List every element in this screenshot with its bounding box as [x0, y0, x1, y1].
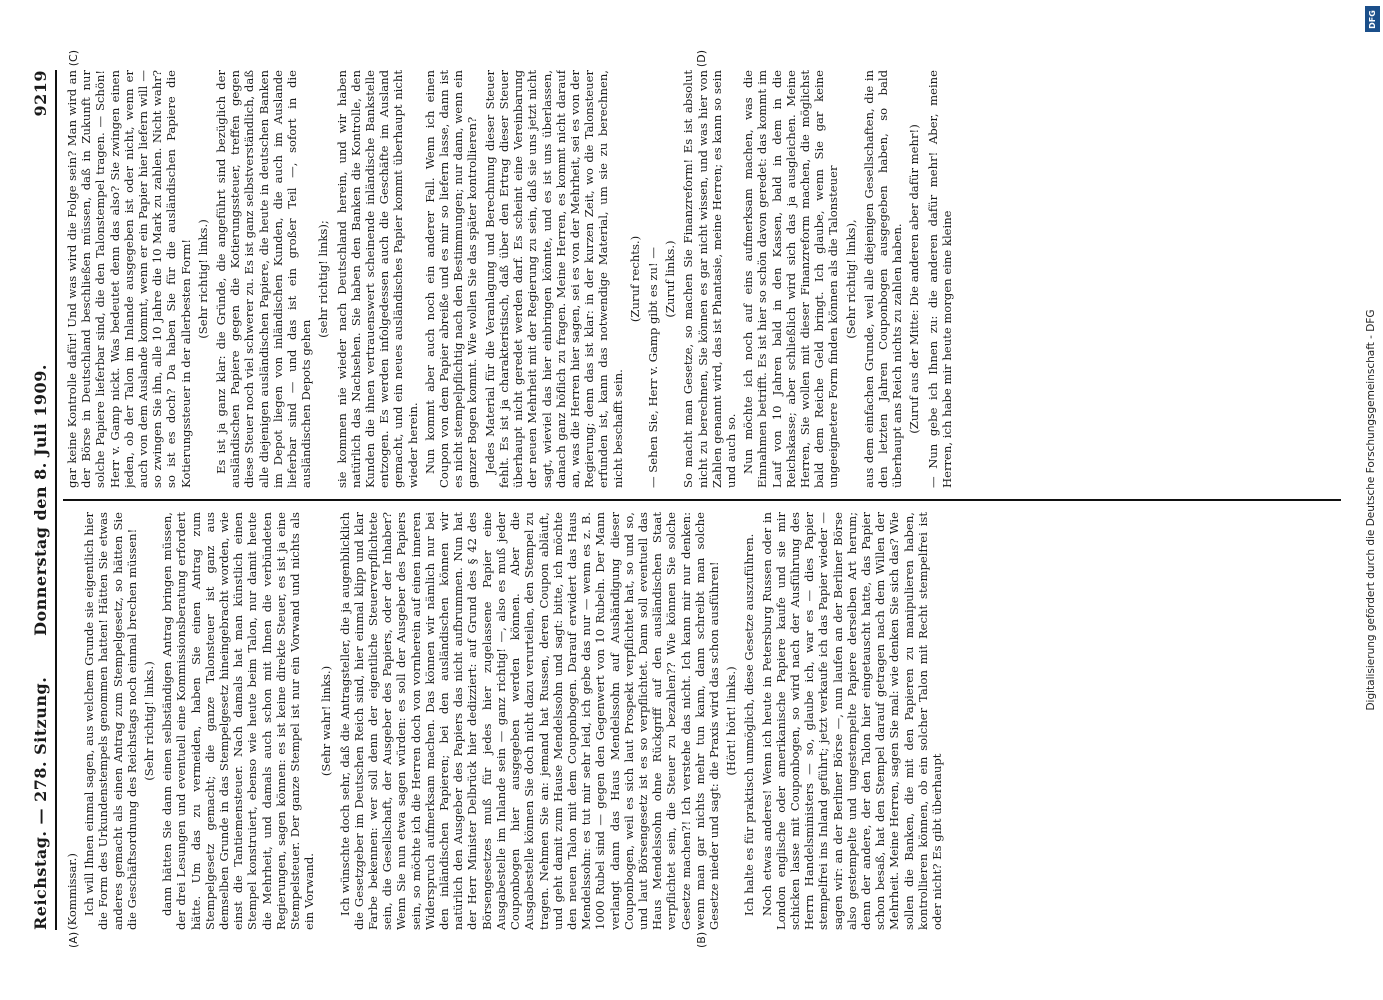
paragraph: Ich will Ihnen einmal sagen, aus welchem Grunde sie eigentlich hier die Form des Urkundenstempels genommen hatten! Hätten Sie etwas anderes gemacht als einen Antrag zum Stempelgesetz, so hätten Sie die Geschäftsordnung des Reichstags noch einmal brechen müssen! [82, 512, 139, 930]
digitization-credit [1361, 30, 1381, 990]
paragraph: gar keine Kontrolle dafür! Und was wird die Folge sein? Man wird an der Börse in Deutschland beschließen müssen, daß in Zukunft nur solche Papiere lieferbar sind, die den Talonstempel tragen. — Schön! Herr v. Gamp nickt. Was bedeutet denn das also? Sie zwingen einen jeden, ob der Talon im Inlande ausgegeben ist oder nicht, wenn er auch von dem Auslande kommt, wenn er ein Papier hier liefern will — so zwingen Sie ihn, alle 10 Jahre die 10 Mark zu zahlen. Nicht wahr? so ist es doch? Da haben Sie für die ausländischen Papiere die Kotierungssteuer in der allerbesten Form! [65, 70, 193, 488]
dfg-logo: DFG [1365, 6, 1380, 32]
paragraph: (Zuruf aus der Mitte: Die anderen aber dafür mehr!) [907, 124, 922, 434]
paragraph: (Kommissar.) [65, 853, 79, 930]
paragraph: (Sehr richtig! links), [843, 219, 858, 339]
margin-mark-a: (A) [67, 931, 80, 948]
paragraph: So macht man Gesetze, so machen Sie Finanzreform! Es ist absolut nicht zu berechnen, Sie können es gar nicht wissen, und was hier von Zahlen genannt wird, das ist Phantasie, meine Herren; es kann so sein und auch so. [681, 70, 738, 488]
paragraph: Ich wünschte doch sehr, daß die Antragsteller, die ja augenblicklich die Gesetzgeber im Deutschen Reich sind, hier einmal klipp und klar Farbe bekennen: wer soll denn der eigentliche Steuerverpflichtete sein, die Gesellschaft, der Ausgeber des Papiers, oder der Inhaber? Wenn Sie nun etwa sagen würden: es soll der Ausgeber des Papiers sein, so möchte ich die Herren doch von vornherein auf einen inneren Widerspruch aufmerksam machen. Das können wir nämlich nur bei den inländischen Papieren; bei den ausländischen können wir natürlich den Ausgeber des Papiers das nicht aufbrummen. Nun hat der Herr Minister Delbrück hier dedizziert: auf Grund des § 42 des Börsengesetzes muß für jedes hier zugelassene Papier eine Ausgabestelle im Inlande sein — ganz richtig! —, also es muß jeder Couponbogen hier ausgegeben werden können. Aber die Ausgabestelle können Sie doch nicht dazu verurteilen, den Stempel zu tragen. Nehmen Sie an: jemand hat Russen, deren Coupon abläuft, und geht damit zum Hause Mendelssohn und sagt: bitte, ich möchte den neuen Talon mit dem Couponbogen. Darauf erwidert das Haus Mendelssohn: es tut mir sehr leid, ich gebe das nur — wenn es z. B. 1000 Rubel sind — gegen den Gegenwert von 10 Rubeln. Der Mann verlangt dann das Haus Mendelssohn auf Aushändigung dieser Couponbogen, weil es sich laut Prospekt verpflichtet hat, so und so, und laut Börsengesetz ist es so verpflichtet. Dann soll eventuell das Haus Mendelssohn ohne Rückgriff auf den ausländischen Staat verpflichtet sein, die Steuer zu bezahlen?? Wie können Sie solche Gesetze machen?! Ich verstehe das nicht. Ich kann mir nur denken: wenn man gar nichts mehr tun kann, dann schreibt man solche Gesetze nieder und sagt: die Praxis wird das schon ausführen! [337, 512, 721, 930]
paragraph: (Zuruf links.) [663, 240, 678, 318]
page-header [29, 70, 57, 930]
paragraph: Noch etwas anderes! Wenn ich heute in Petersburg Russen oder in London englische oder amerikanische Papiere kaufe und sie mir schicken lasse mit Couponbogen, so wird nach der Ausführung des Herrn Handelsministers — so, glaube ich, war es — dies Papier stempelfrei ins Inland geführt; jetzt verkaufe ich das Papier wieder — sagen wir: an der Berliner Börse —, nun laufen an der Berliner Börse also gestempelte und ungestempelte Papiere derselben Art herum; denn der andere, der den Talon hier eingetauscht hatte, das Papier schon besaß, hat den Stempel darauf getragen nach dem Willen der Mehrheit. Meine Herren, sagen Sie mal: wie denken Sie sich das? Wie sollen die Banken, die mit den Papieren zu manipulieren haben, kontrollieren können, ob ein solcher Talon mit Recht stempelfrei ist oder nicht? Es gibt überhaupt [759, 512, 944, 930]
header-date: Donnerstag den 8. Juli 1909. [31, 364, 50, 636]
margin-mark-d: (D) [695, 50, 708, 68]
paragraph: (Sehr wahr! links.) [319, 665, 334, 777]
header-session: Reichstag. — 278. Sitzung. [31, 676, 50, 930]
paragraph: (Hört! hört! links.) [724, 666, 739, 776]
paragraph: sie kommen nie wieder nach Deutschland herein, und wir haben natürlich das Nachsehen. Sie haben den Banken die Kontrolle, den Kunden die ihnen vertrauenswert scheinende inländische Bankstelle entzogen. Es werden infolgedessen auch die Geschäfte im Ausland gemacht, und ein neues ausländisches Papier kommt überhaupt nicht wieder herein. [334, 70, 420, 488]
paragraph: dann hätten Sie dann einen selbständigen Antrag bringen müssen, der drei Lesungen und eventuell eine Kommissionsberatung erfordert hätte. Um das zu vermeiden, haben Sie einen Antrag zum Stempelgesetz gemacht; die ganze Talonsteuer ist ganz aus demselben Grunde in das Stempelgesetz hineingebracht worden, wie einst die Tantiemensteuer. Nach damals hat man künstlich einen Stempel konstruiert, ebenso wie heute beim Talon, nur damit heute die Mehrheit, und damals auch schon mit Ihnen die verbündeten Regierungen, sagen können: es ist keine direkte Steuer, es ist ja eine Stempelsteuer. Der ganze Stempel ist nur ein Vorwand und nichts als ein Vorwand. [160, 512, 317, 930]
paragraph: Ich halte es für praktisch unmöglich, diese Gesetze auszuführen. [742, 533, 757, 916]
paragraph: Nun möchte ich noch auf eins aufmerksam machen, was die Einnahmen betrifft. Es ist hier so schön davon geredet: das kommt im Lauf von 10 Jahren bald in den Kassen, bald in dem in die Reichskasse; aber schließlich wird sich das ja ausgleichen. Meine Herren, Sie wollen mit dieser Finanzreform machen, die möglichst bald dem Reiche Geld bringt. Ich glaube, wenn Sie gar keine ungeeignetere Form finden können als die Talonsteuer [741, 70, 841, 488]
paragraph: (Sehr richtig! links.) [195, 219, 210, 339]
paragraph: (Sehr richtig! links.) [142, 661, 157, 781]
left-column [65, 512, 1335, 930]
paragraph: aus dem einfachen Grunde, weil alle diejenigen Gesellschaften, die in den letzten Jahren Couponbogen ausgegeben haben, so bald überhaupt ans Reich nichts zu zahlen haben. [861, 70, 905, 488]
paragraph: Jedes Material für die Veranlagung und Berechnung dieser Steuer fehlt. Es ist ja charakteristisch, daß über den Ertrag dieser Steuer überhaupt nicht geredet werden darf. Es scheint eine Vereinbarung der neuen Mehrheit mit der Regierung zu sein, daß sie uns jetzt nicht sagt, wieviel das hier einbringen könnte, und es ist uns überlassen, danach ganz höflich zu fragen. Meine Herren, es kommt nicht darauf an, was die Herren hier sagen, sei es von der Mehrheit, sei es von der Regierung; denn das ist klar: in der kurzen Zeit, wo die Talonsteuer erfunden ist, kann das notwendige Material, um sie zu berechnen, nicht beschafft sein. [482, 70, 625, 488]
margin-mark-b: (B) [695, 931, 708, 948]
newspaper-page [15, 50, 1355, 950]
column-divider [63, 499, 1341, 501]
paragraph: — Nun gebe ich Ihnen zu: die anderen dafür mehr! Aber, meine Herren, ich habe mir heute morgen eine kleine [925, 70, 954, 488]
page-number: 9219 [31, 70, 50, 117]
paragraph: (Zuruf rechts.) [627, 235, 642, 323]
right-column [65, 70, 1335, 488]
margin-mark-c: (C) [67, 50, 80, 67]
credit-text: Digitalisierung gefördert durch die Deutsche Forschungsgemeinschaft - DFG [1365, 309, 1377, 711]
paragraph: Es ist ja ganz klar: die Gründe, die angeführt sind bezüglich der ausländischen Papiere gegen die Kotierungssteuer, treffen gegen diese Steuer noch viel schwerer zu. Es ist ganz selbstverständlich, daß alle diejenigen ausländischen Papiere, die heute in deutschen Banken im Depot liegen von inländischen Kunden, die auch im Auslande lieferbar sind — und das ist ein großer Teil —, sofort in die ausländischen Depots gehen [214, 70, 314, 488]
paragraph: (sehr richtig! links); [316, 220, 331, 338]
paragraph: — Sehen Sie, Herr v. Gamp gibt es zu! — [645, 247, 660, 488]
paragraph: Nun kommt aber auch noch ein anderer Fall. Wenn ich einen Coupon von dem Papier abreiße und es mir so liefern lasse, dann ist es nicht stempelpflichtig nach den Bestimmungen; nur dann, wenn ein ganzer Bogen kommt. Wie wollen Sie das später kontrollieren? [422, 70, 480, 488]
